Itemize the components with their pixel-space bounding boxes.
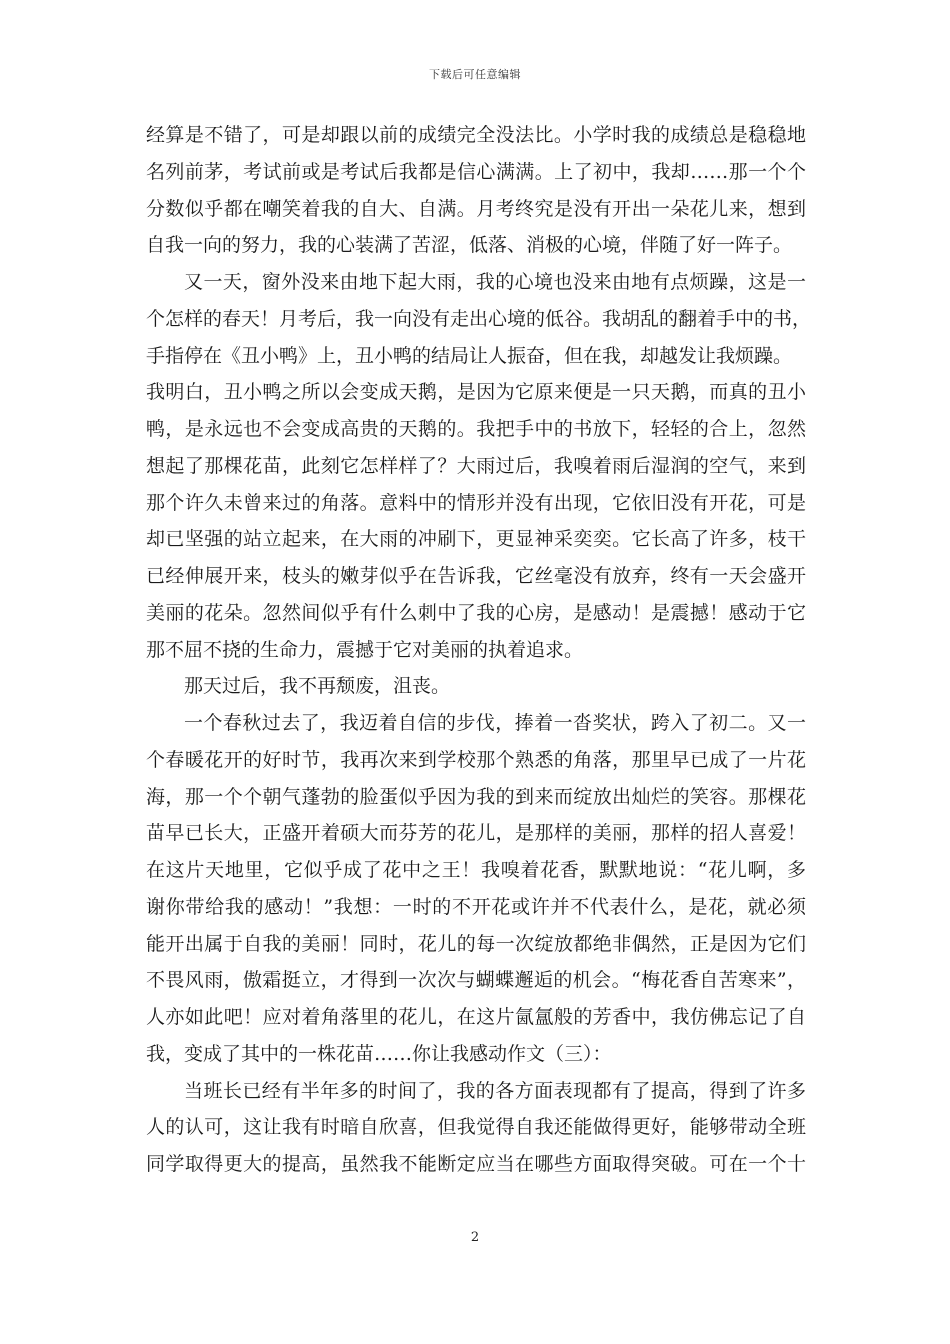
paragraph-first-line: 又一天，窗外没来由地下起大雨，我的心境也没来由地有点烦躁，这是一 — [184, 271, 806, 293]
text-line: 想起了那棵花苗，此刻它怎样样了？大雨过后，我嗅着雨后湿润的空气，来到 — [146, 454, 806, 477]
text-line: 已经伸展开来，枝头的嫩芽似乎在告诉我，它丝毫没有放弃，终有一天会盛开 — [146, 565, 806, 587]
text-line: 海，那一个个朝气蓬勃的脸蛋似乎因为我的到来而绽放出灿烂的笑容。那棵花 — [146, 785, 806, 808]
text-line: 分数似乎都在嘲笑着我的自大、自满。月考终究是没有开出一朵花儿来，想到 — [146, 197, 806, 220]
text-line: 美丽的花朵。忽然间似乎有什么刺中了我的心房，是感动！是震撼！感动于它 — [146, 601, 806, 624]
text-line: 手指停在《丑小鸭》上，丑小鸭的结局让人振奋，但在我，却越发让我烦躁。 — [146, 344, 793, 367]
text-line: 经算是不错了，可是却跟以前的成绩完全没法比。小学时我的成绩总是稳稳地 — [146, 124, 806, 146]
text-line: 同学取得更大的提高，虽然我不能断定应当在哪些方面取得突破。可在一个十 — [146, 1153, 806, 1175]
text-line: 人的认可，这让我有时暗自欣喜，但我觉得自我还能做得更好，能够带动全班 — [146, 1116, 806, 1139]
text-line: 谢你带给我的感动！”我想：一时的不开花或许并不代表什么，是花，就必须 — [146, 895, 806, 918]
text-line: 不畏风雨，傲霜挺立，才得到一次次与蝴蝶邂逅的机会。“梅花香自苦寒来”， — [146, 969, 806, 992]
text-line: 在这片天地里，它似乎成了花中之王！我嗅着花香，默默地说：“花儿啊，多 — [146, 859, 806, 881]
text-line: 我，变成了其中的一株花苗……你让我感动作文（三）： — [146, 1042, 612, 1065]
text-line: 苗早已长大，正盛开着硕大而芬芳的花儿，是那样的美丽，那样的招人喜爱！ — [146, 822, 806, 845]
text-line: 却已坚强的站立起来，在大雨的冲刷下，更显神采奕奕。它长高了许多，枝干 — [146, 528, 806, 551]
text-line: 能开出属于自我的美丽！同时，花儿的每一次绽放都绝非偶然，正是因为它们 — [146, 932, 806, 955]
page-header: 下载后可任意编辑 — [429, 68, 521, 81]
paragraph-first-line: 一个春秋过去了，我迈着自信的步伐，捧着一沓奖状，跨入了初二。又一 — [184, 712, 806, 734]
text-line: 我明白，丑小鸭之所以会变成天鹅，是因为它原来便是一只天鹅，而真的丑小 — [146, 381, 806, 404]
text-line: 人亦如此吧！应对着角落里的花儿，在这片氤氲般的芳香中，我仿佛忘记了自 — [146, 1006, 806, 1028]
text-line: 那不屈不挠的生命力，震撼于它对美丽的执着追求。 — [146, 638, 584, 661]
text-line: 个怎样的春天！月考后，我一向没有走出心境的低谷。我胡乱的翻着手中的书， — [146, 307, 812, 330]
text-line: 名列前茅，考试前或是考试后我都是信心满满。上了初中，我却……那一个个 — [146, 160, 806, 183]
text-line: 那个许久未曾来过的角落。意料中的情形并没有出现，它依旧没有开花，可是 — [146, 491, 806, 514]
document-body — [146, 117, 812, 1183]
text-line: 鸭，是永远也不会变成高贵的天鹅的。我把手中的书放下，轻轻的合上，忽然 — [146, 418, 806, 440]
paragraph-first-line: 当班长已经有半年多的时间了，我的各方面表现都有了提高，得到了许多 — [184, 1079, 806, 1102]
text-line: 个春暖花开的好时节，我再次来到学校那个熟悉的角落，那里早已成了一片花 — [146, 748, 806, 771]
page-number: 2 — [470, 1230, 480, 1245]
paragraph-first-line: 那天过后，我不再颓废，沮丧。 — [184, 675, 451, 698]
text-line: 自我一向的努力，我的心装满了苦涩，低落、消极的心境，伴随了好一阵子。 — [146, 234, 793, 257]
